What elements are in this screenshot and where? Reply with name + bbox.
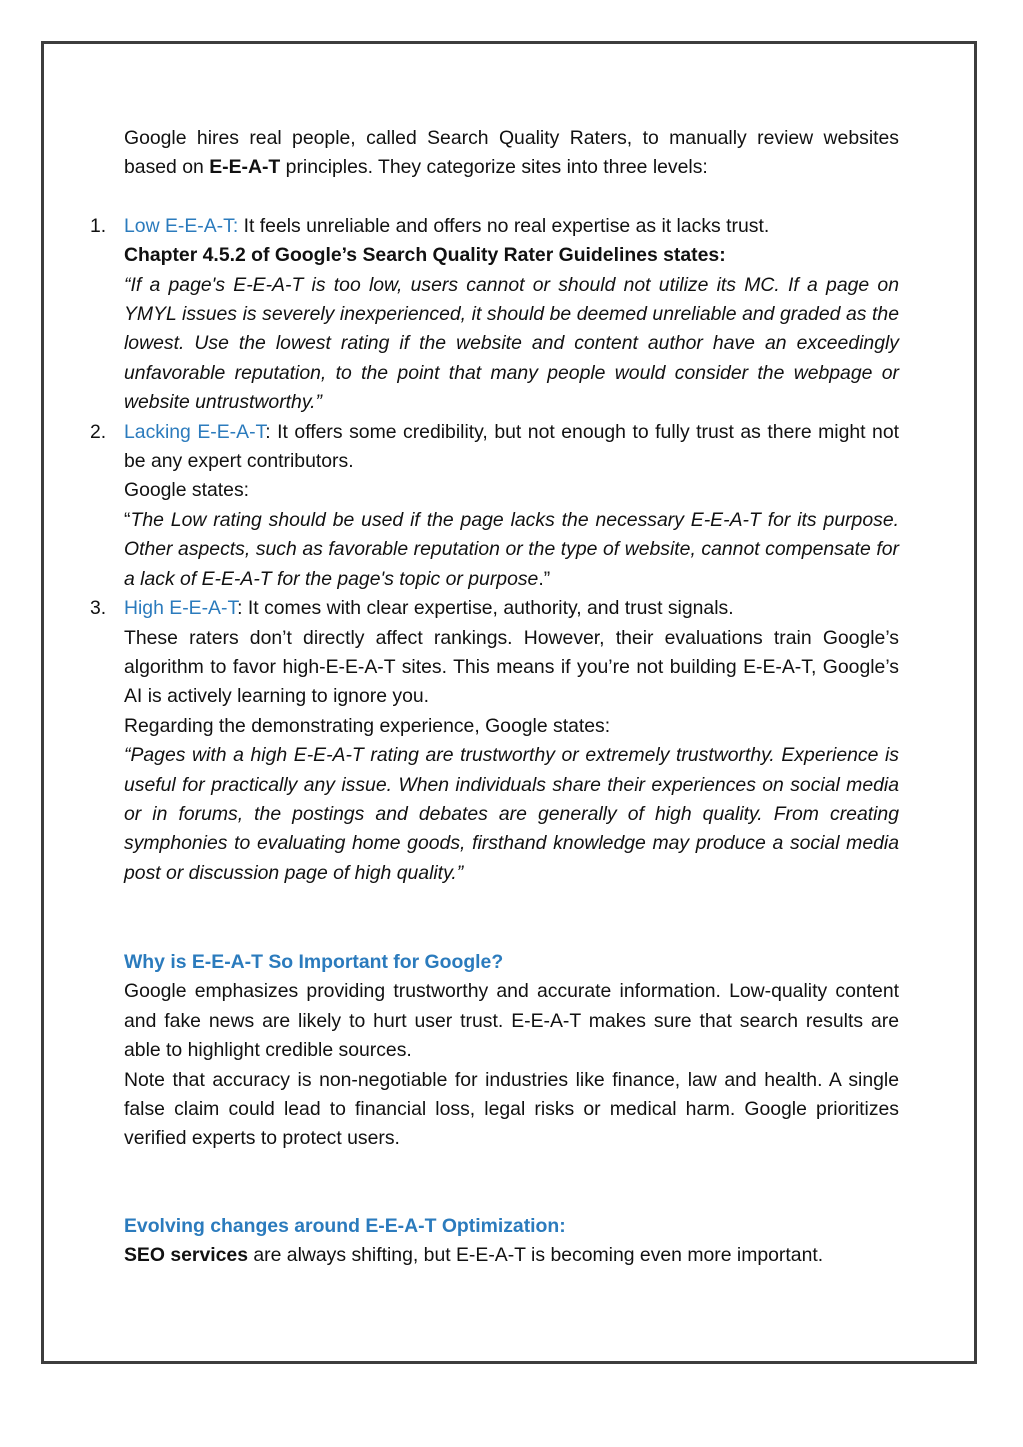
level-desc: It offers some credibility, but not enough to fully trust as there might not be any expert contributors. xyxy=(124,420,900,473)
level-title-sep: : xyxy=(265,420,271,443)
why-paragraph-1: Google emphasizes providing trustworthy and accurate information. Low-quality content and fake news are likely to hurt user trust. E-E-A-T makes sure that search results are able to highlight credible sources. xyxy=(124,980,899,1062)
evolving-text: are always shifting, but E-E-A-T is becoming even more important. xyxy=(247,1244,824,1267)
document-body xyxy=(90,124,900,888)
quote-close: .” xyxy=(538,567,551,590)
level-source: Chapter 4.5.2 of Google’s Search Quality Rater Guidelines states: xyxy=(124,244,726,267)
list-number: 2. xyxy=(90,420,107,443)
level-quote: “Pages with a high E-E-A-T rating are trustworthy or extremely trustworthy. Experience is useful for practically any issue. When individuals share their experiences on social media or in forums, the postings and debates are generally of high quality. From creating symphonies to evaluating home goods, firsthand knowledge may produce a social media post or discussion page of high quality.” xyxy=(124,744,899,884)
level-note: These raters don’t directly affect rankings. However, their evaluations train Google’s algorithm to favor high-E-E-A-T sites. This means if you’re not building E-E-A-T, Google’s AI is actively learning to ignore you. xyxy=(124,626,899,708)
why-section xyxy=(124,948,899,1154)
level-source: Regarding the demonstrating experience, Google states: xyxy=(124,714,611,737)
section-heading-evolving: Evolving changes around E-E-A-T Optimization: xyxy=(124,1215,566,1237)
level-title-sep: : xyxy=(237,597,243,620)
list-item-lacking-eeat xyxy=(90,418,900,594)
quote-text: The Low rating should be used if the page lacks the necessary E-E-A-T for its purpose. Other aspects, such as favorable reputation or the type of website, cannot compensate for a lack of E-E-A-T for the page's topic or purpose xyxy=(124,508,899,590)
intro-text: Google hires real people, called Search Quality Raters, to manually review websites based on xyxy=(124,127,899,179)
why-paragraph-2: Note that accuracy is non-negotiable for industries like finance, law and health. A single false claim could lead to financial loss, legal risks or medical harm. Google prioritizes verified experts to protect users. xyxy=(124,1068,899,1150)
evolving-section xyxy=(124,1212,899,1271)
intro-eeat-bold: E-E-A-T xyxy=(209,156,281,179)
level-quote xyxy=(124,506,899,594)
intro-paragraph xyxy=(124,124,899,183)
evolving-paragraph xyxy=(124,1241,899,1270)
list-item-low-eeat xyxy=(90,212,899,418)
list-number: 1. xyxy=(90,214,107,237)
level-desc: It feels unreliable and offers no real expertise as it lacks trust. xyxy=(238,214,770,237)
level-summary xyxy=(124,212,899,241)
level-title: High E-E-A-T xyxy=(124,597,238,620)
level-title: Lacking E-E-A-T xyxy=(124,420,266,443)
level-quote: “If a page's E-E-A-T is too low, users cannot or should not utilize its MC. If a page on YMYL issues is severely inexperienced, it should be deemed unreliable and graded as the lowest. Use the lowest rating if the website and content author have an exceedingly unfavorable reputation, to the point that many people would consider the webpage or website untrustworthy.” xyxy=(124,273,899,414)
list-item-high-eeat xyxy=(90,594,899,888)
level-title: Low E-E-A-T xyxy=(124,214,233,237)
quote-open: “ xyxy=(124,508,131,531)
level-source: Google states: xyxy=(124,479,250,502)
level-title-sep: : xyxy=(232,214,239,237)
intro-text-end: principles. They categorize sites into three levels: xyxy=(280,156,708,179)
list-number: 3. xyxy=(90,597,107,620)
level-summary xyxy=(124,418,899,477)
seo-services-bold: SEO services xyxy=(124,1244,248,1267)
section-heading-why: Why is E-E-A-T So Important for Google? xyxy=(124,951,504,973)
level-summary xyxy=(124,594,899,623)
level-desc: It comes with clear expertise, authority, and trust signals. xyxy=(242,597,734,620)
